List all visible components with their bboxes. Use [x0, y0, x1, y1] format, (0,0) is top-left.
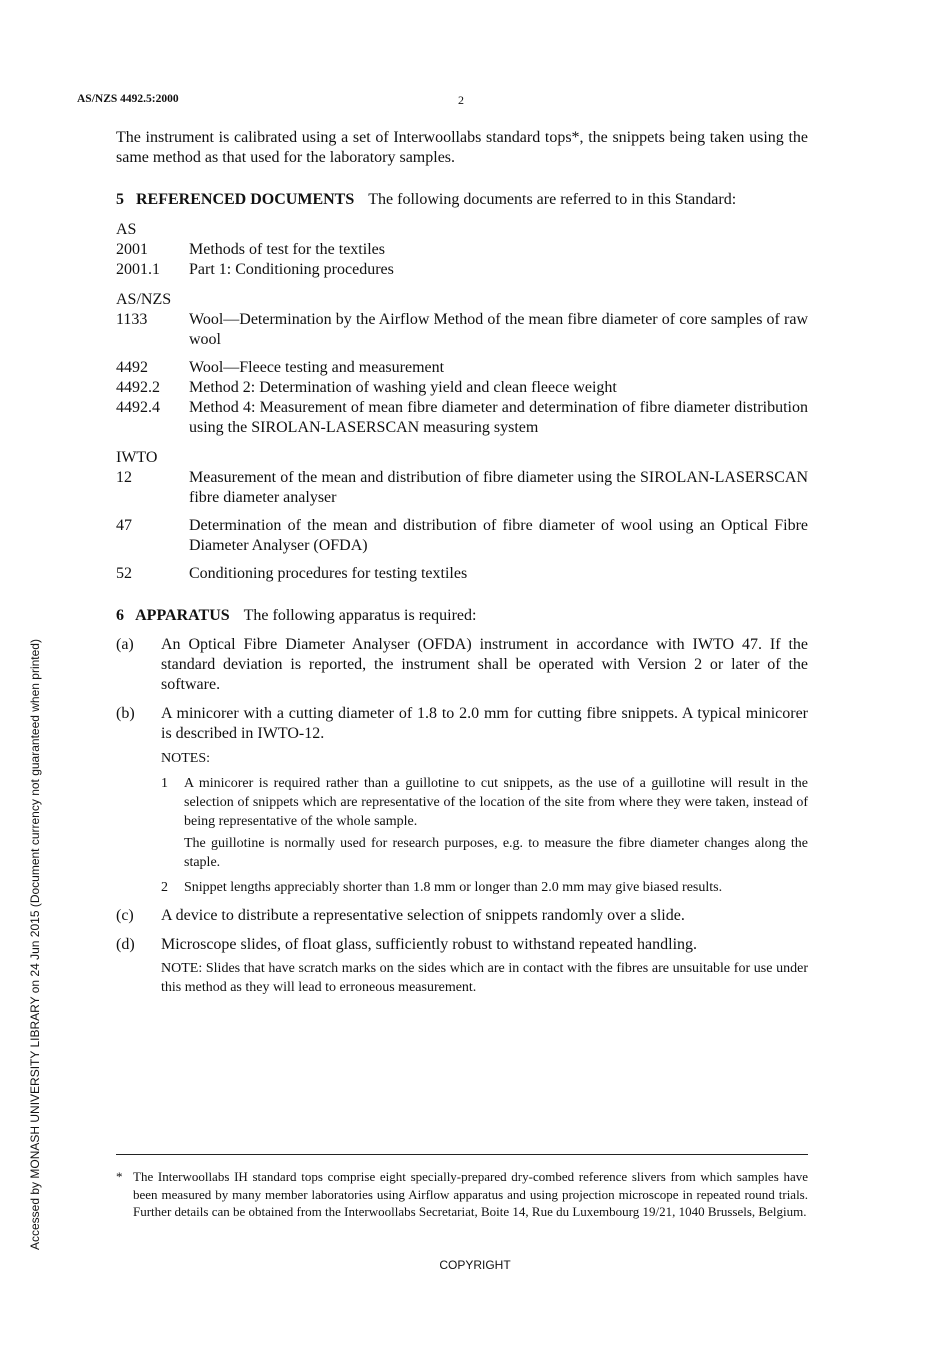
reference-item: 4492.4 Method 4: Measurement of mean fibre diameter and determination of fibre diameter distribution using the SIROLAN-LASERSCAN measuring system — [116, 399, 808, 436]
section-5-heading — [116, 190, 808, 210]
apparatus-item-d-text: Microscope slides, of float glass, sufficiently robust to withstand repeated handling. — [161, 936, 698, 953]
apparatus-item-c: (c) A device to distribute a representative selection of snippets randomly over a slide. — [116, 907, 685, 924]
apparatus-item-b-text: A minicorer with a cutting diameter of 1.8 to 2.0 mm for cutting fibre snippets. A typical minicorer is described in IWTO-12. — [161, 705, 808, 742]
reference-item: 4492 Wool—Fleece testing and measurement — [116, 359, 445, 376]
note-1: 1 A minicorer is required rather than a guillotine to cut snippets, as the use of a guillotine will result in the selection of snippets which are representative of the location of the site from where they were taken, instead of being representative of the whole sample. — [161, 776, 808, 829]
note-d: NOTE: Slides that have scratch marks on the sides which are in contact with the fibres are unsuitable for use under this method as they will lead to erroneous measurement. — [161, 961, 808, 995]
ref-group-iwto — [116, 448, 808, 584]
note-1-extra: The guillotine is normally used for research purposes, e.g. to measure the fibre diameter changes along the staple. — [184, 836, 808, 870]
reference-item: 52 Conditioning procedures for testing textiles — [116, 565, 468, 582]
intro-paragraph: The instrument is calibrated using a set of Interwoollabs standard tops*, the snippets being taken using the same method as that used for the laboratory samples. — [116, 129, 808, 166]
section-5-intro: The following documents are referred to in this Standard: — [368, 191, 737, 208]
reference-item: 1133 Wool—Determination by the Airflow Method of the mean fibre diameter of core samples of raw wool — [116, 311, 808, 348]
footnote-divider — [116, 1154, 808, 1155]
apparatus-item-b: (b) A minicorer with a cutting diameter of 1.8 to 2.0 mm for cutting fibre snippets. A typical minicorer is described in IWTO-12. NOTES: 1 A minicorer is required rather than a guillotine to cut snippets, as the use of a guillotine will result in the selection of snippets which are representative of the location of the site from where they were taken, instead of being representative of the whole sample. The guillotine is normally used for research purposes, e.g. to measure the fibre diameter changes along the staple. 2 Snippet lengths appreciably shorter than 1.8 mm or longer than 2.0 mm may give biased results. — [116, 705, 808, 895]
ref-group-label: AS — [116, 221, 137, 238]
reference-item: 2001.1 Part 1: Conditioning procedures — [116, 261, 394, 278]
section-6-heading — [116, 606, 808, 626]
page-number: 2 — [458, 93, 464, 107]
footnote — [116, 1168, 808, 1221]
ref-group-label: IWTO — [116, 449, 158, 466]
notes-heading: NOTES: — [161, 751, 210, 766]
standard-id: AS/NZS 4492.5:2000 — [77, 93, 179, 105]
access-watermark: Accessed by MONASH UNIVERSITY LIBRARY on 24 Jun 2015 (Document currency not guaranteed when printed) — [28, 639, 42, 1250]
section-5-title: 5 REFERENCED DOCUMENTS — [116, 191, 355, 208]
ref-group-as — [116, 220, 808, 280]
note-2: 2 Snippet lengths appreciably shorter than 1.8 mm or longer than 2.0 mm may give biased results. — [161, 880, 723, 895]
apparatus-item-a: (a) An Optical Fibre Diameter Analyser (OFDA) instrument in accordance with IWTO 47. If the standard deviation is reported, the instrument shall be operated with Version 2 or later of the software. — [116, 636, 808, 693]
reference-item: 12 Measurement of the mean and distribution of fibre diameter using the SIROLAN-LASERSCAN fibre diameter analyser — [116, 469, 808, 506]
footnote-marker: * — [116, 1169, 123, 1184]
apparatus-item-d: (d) Microscope slides, of float glass, sufficiently robust to withstand repeated handling. NOTE: Slides that have scratch marks on the sides which are in contact with the fibres are unsuitable for use under this method as they will lead to erroneous measurement. — [116, 936, 808, 995]
ref-group-label: AS/NZS — [116, 291, 172, 308]
ref-group-asnzs — [116, 290, 808, 438]
section-6-intro: The following apparatus is required: — [243, 607, 477, 624]
footnote-text: The Interwoollabs IH standard tops comprise eight specially-prepared dry-combed reference slivers from which samples have been measured by many member laboratories using Airflow apparatus and using projection microscope in repeated round trials. Further details can be obtained from the Interwoollabs Secretariat, Boite 14, Rue du Luxembourg 19/21, 1040 Brussels, Belgium. — [133, 1169, 808, 1219]
reference-item: 2001 Methods of test for the textiles — [116, 241, 385, 258]
reference-item: 47 Determination of the mean and distribution of fibre diameter of wool using an Optical Fibre Diameter Analyser (OFDA) — [116, 517, 808, 554]
copyright-label: COPYRIGHT — [439, 1258, 511, 1272]
section-6-title: 6 APPARATUS — [116, 607, 230, 624]
page-body — [116, 128, 808, 997]
reference-item: 4492.2 Method 2: Determination of washing yield and clean fleece weight — [116, 379, 617, 396]
